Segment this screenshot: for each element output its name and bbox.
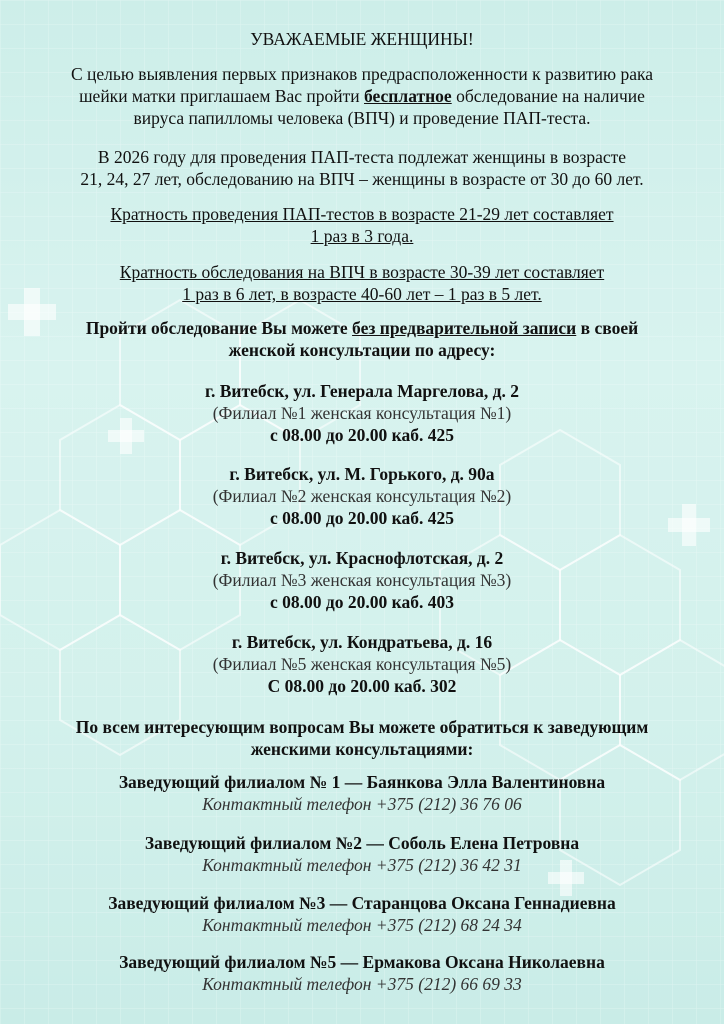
location-branch: (Филиал №1 женская консультация №1) (212, 403, 512, 423)
intro-line-1: С целью выявления первых признаков предрасположенности к развитию рака (70, 64, 654, 84)
head-block-2 (0, 832, 724, 876)
head-phone: Контактный телефон +375 (212) 36 42 31 (202, 855, 522, 875)
walk-in-line-1 (0, 317, 724, 339)
head-title: Заведующий филиалом № 1 — Баянкова Элла Валентиновна (118, 772, 606, 792)
location-address: г. Витебск, ул. Краснофлотская, д. 2 (220, 548, 504, 568)
walk-in-line-1-end: в своей (576, 318, 639, 338)
location-address: г. Витебск, ул. Кондратьева, д. 16 (231, 632, 493, 652)
intro-line-2-start: шейки матки приглашаем Вас пройти (79, 86, 365, 106)
location-block-2 (0, 463, 724, 529)
no-appointment-emphasis: без предварительной записи (352, 318, 577, 338)
location-branch: (Филиал №5 женская консультация №5) (212, 654, 512, 674)
hpv-frequency-paragraph (0, 261, 724, 305)
intro-line-2-end: обследование на наличие (451, 86, 645, 106)
intro-paragraph (0, 63, 724, 129)
location-address: г. Витебск, ул. Генерала Маргелова, д. 2 (205, 381, 519, 401)
head-title: Заведующий филиалом №3 — Старанцова Оксана Геннадиевна (108, 893, 616, 913)
questions-line-2: женскими консультациями: (250, 739, 474, 759)
location-branch: (Филиал №3 женская консультация №3) (212, 570, 512, 590)
location-block-1 (0, 380, 724, 446)
pap-frequency-line-1: Кратность проведения ПАП-тестов в возрасте 21-29 лет составляет (110, 204, 614, 224)
head-phone: Контактный телефон +375 (212) 66 69 33 (202, 974, 522, 994)
location-block-4 (0, 631, 724, 697)
location-hours: с 08.00 до 20.00 каб. 425 (270, 508, 454, 528)
intro-line-2 (0, 85, 724, 107)
head-phone: Контактный телефон +375 (212) 68 24 34 (202, 915, 522, 935)
head-title: Заведующий филиалом №5 — Ермакова Оксана Николаевна (119, 952, 605, 972)
free-emphasis: бесплатное (364, 86, 452, 106)
questions-line-1: По всем интересующим вопросам Вы можете обратиться к заведующим (75, 717, 649, 737)
year-info-line-2: 21, 24, 27 лет, обследованию на ВПЧ – женщины в возрасте от 30 до 60 лет. (80, 169, 644, 189)
year-info-paragraph (0, 146, 724, 190)
location-address: г. Витебск, ул. М. Горького, д. 90а (229, 464, 495, 484)
questions-paragraph (0, 716, 724, 760)
pap-frequency-paragraph (0, 203, 724, 247)
walk-in-line-2: женской консультации по адресу: (228, 340, 496, 360)
head-phone: Контактный телефон +375 (212) 36 76 06 (202, 794, 522, 814)
hpv-frequency-line-2: 1 раз в 6 лет, в возрасте 40-60 лет – 1 раз в 5 лет. (182, 284, 542, 304)
location-hours: с 08.00 до 20.00 каб. 425 (270, 425, 454, 445)
walk-in-paragraph (0, 317, 724, 361)
notice-heading: УВАЖАЕМЫЕ ЖЕНЩИНЫ! (250, 29, 474, 49)
location-hours: С 08.00 до 20.00 каб. 302 (267, 676, 457, 696)
head-block-1 (0, 771, 724, 815)
pap-frequency-line-2: 1 раз в 3 года. (310, 226, 414, 246)
location-branch: (Филиал №2 женская консультация №2) (212, 486, 512, 506)
year-info-line-1: В 2026 году для проведения ПАП-теста подлежат женщины в возрасте (97, 147, 627, 167)
head-block-4 (0, 951, 724, 995)
walk-in-line-1-start: Пройти обследование Вы можете (85, 318, 353, 338)
head-block-3 (0, 892, 724, 936)
head-title: Заведующий филиалом №2 — Соболь Елена Петровна (144, 833, 580, 853)
hpv-frequency-line-1: Кратность обследования на ВПЧ в возрасте 30-39 лет составляет (119, 262, 605, 282)
location-block-3 (0, 547, 724, 613)
location-hours: с 08.00 до 20.00 каб. 403 (270, 592, 454, 612)
intro-line-3: вируса папилломы человека (ВПЧ) и проведение ПАП-теста. (133, 108, 591, 128)
